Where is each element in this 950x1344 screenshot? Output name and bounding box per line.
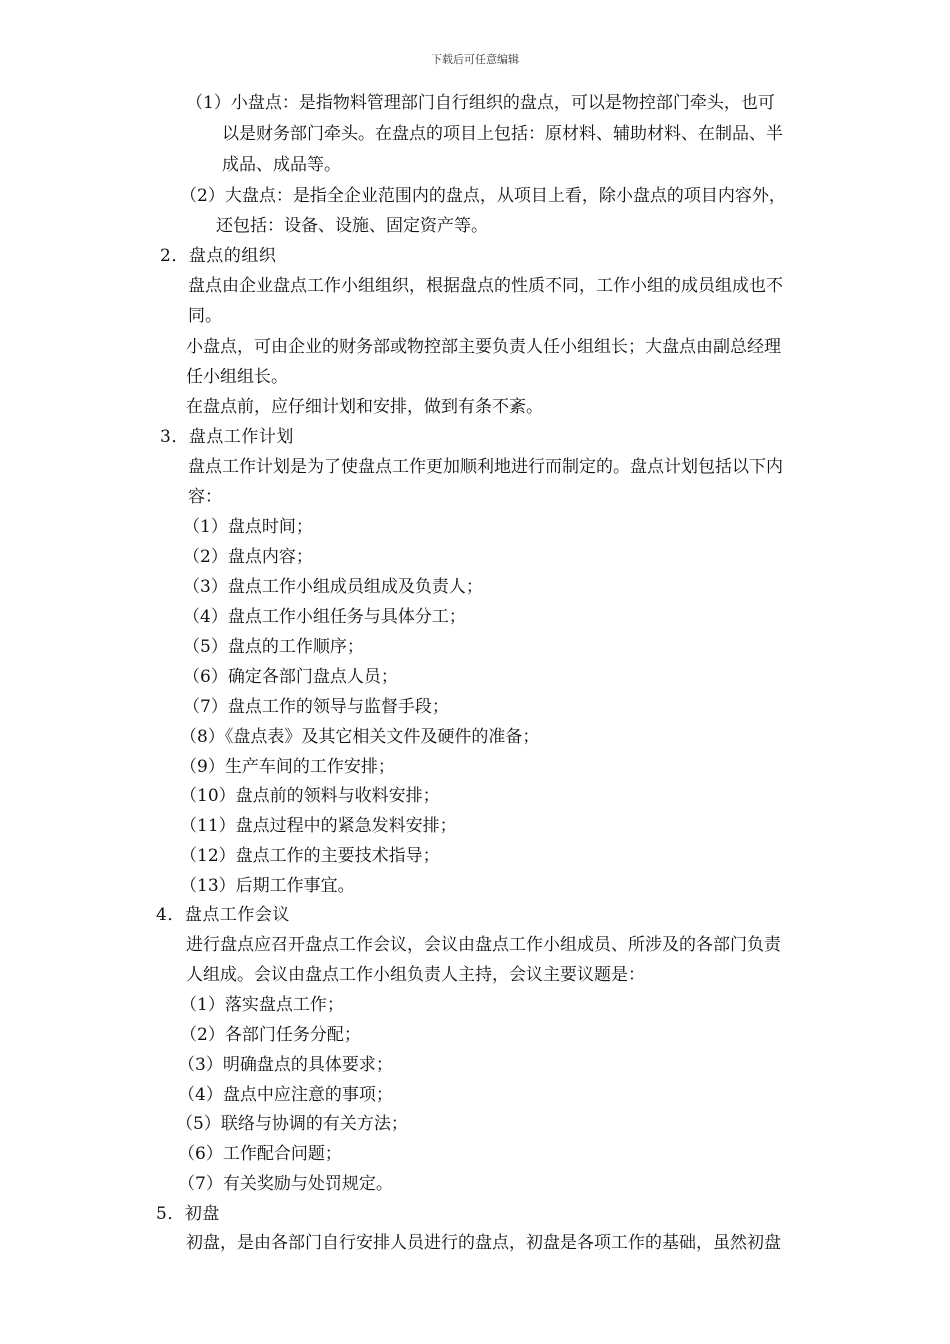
paragraph-work-plan-line-1: 盘点工作计划是为了使盘点工作更加顺利地进行而制定的。盘点计划包括以下内 (188, 457, 783, 477)
paragraph-meeting-line-1: 进行盘点应召开盘点工作会议，会议由盘点工作小组成员、所涉及的各部门负责 (186, 935, 781, 955)
item-small-inventory-line-2: 以是财务部门牵头。在盘点的项目上包括：原材料、辅助材料、在制品、半 (222, 124, 783, 144)
plan-item-12: （12）盘点工作的主要技术指导； (180, 846, 440, 866)
paragraph-meeting-line-2: 人组成。会议由盘点工作小组负责人主持，会议主要议题是： (186, 965, 645, 985)
plan-item-6: （6）确定各部门盘点人员； (183, 667, 398, 687)
paragraph-work-plan-line-2: 容： (188, 487, 222, 507)
meeting-item-5: （5）联络与协调的有关方法； (176, 1114, 408, 1134)
paragraph-organization-3: 在盘点前，应仔细计划和安排，做到有条不紊。 (186, 397, 543, 417)
paragraph-initial-count-line-1: 初盘，是由各部门自行安排人员进行的盘点，初盘是各项工作的基础，虽然初盘 (186, 1233, 781, 1253)
section-heading-organization: 2．盘点的组织 (160, 246, 277, 266)
item-small-inventory-line-3: 成品、成品等。 (222, 155, 341, 175)
plan-item-1: （1）盘点时间； (183, 517, 313, 537)
plan-item-7: （7）盘点工作的领导与监督手段； (183, 697, 449, 717)
meeting-item-4: （4）盘点中应注意的事项； (178, 1085, 393, 1105)
plan-item-10: （10）盘点前的领料与收料安排； (180, 786, 440, 806)
plan-item-4: （4）盘点工作小组任务与具体分工； (183, 607, 466, 627)
plan-item-2: （2）盘点内容； (183, 547, 313, 567)
plan-item-5: （5）盘点的工作顺序； (183, 637, 364, 657)
plan-item-13: （13）后期工作事宜。 (180, 876, 355, 896)
paragraph-organization-1-line-1: 盘点由企业盘点工作小组组织，根据盘点的性质不同，工作小组的成员组成也不 (188, 276, 783, 296)
paragraph-organization-2-line-2: 任小组组长。 (186, 367, 288, 387)
section-heading-initial-count: 5．初盘 (156, 1204, 220, 1224)
paragraph-organization-1-line-2: 同。 (188, 306, 222, 326)
meeting-item-3: （3）明确盘点的具体要求； (178, 1055, 393, 1075)
meeting-item-1: （1）落实盘点工作； (180, 995, 344, 1015)
plan-item-9: （9）生产车间的工作安排； (180, 757, 395, 777)
page-header: 下载后可任意编辑 (431, 53, 519, 66)
meeting-item-6: （6）工作配合问题； (178, 1144, 342, 1164)
meeting-item-2: （2）各部门任务分配； (180, 1025, 361, 1045)
plan-item-8: （8）《盘点表》及其它相关文件及硬件的准备； (180, 727, 540, 747)
item-large-inventory-line-2: 还包括：设备、设施、固定资产等。 (216, 216, 488, 236)
section-heading-work-plan: 3．盘点工作计划 (160, 427, 294, 447)
section-heading-work-meeting: 4．盘点工作会议 (156, 905, 290, 925)
item-large-inventory-line-1: （2）大盘点：是指全企业范围内的盘点，从项目上看，除小盘点的项目内容外， (180, 186, 786, 206)
meeting-item-7: （7）有关奖励与处罚规定。 (178, 1174, 393, 1194)
plan-item-3: （3）盘点工作小组成员组成及负责人； (183, 577, 483, 597)
plan-item-11: （11）盘点过程中的紧急发料安排； (180, 816, 457, 836)
paragraph-organization-2-line-1: 小盘点，可由企业的财务部或物控部主要负责人任小组组长；大盘点由副总经理 (186, 337, 781, 357)
item-small-inventory-line-1: （1）小盘点：是指物料管理部门自行组织的盘点，可以是物控部门牵头，也可 (186, 93, 775, 113)
